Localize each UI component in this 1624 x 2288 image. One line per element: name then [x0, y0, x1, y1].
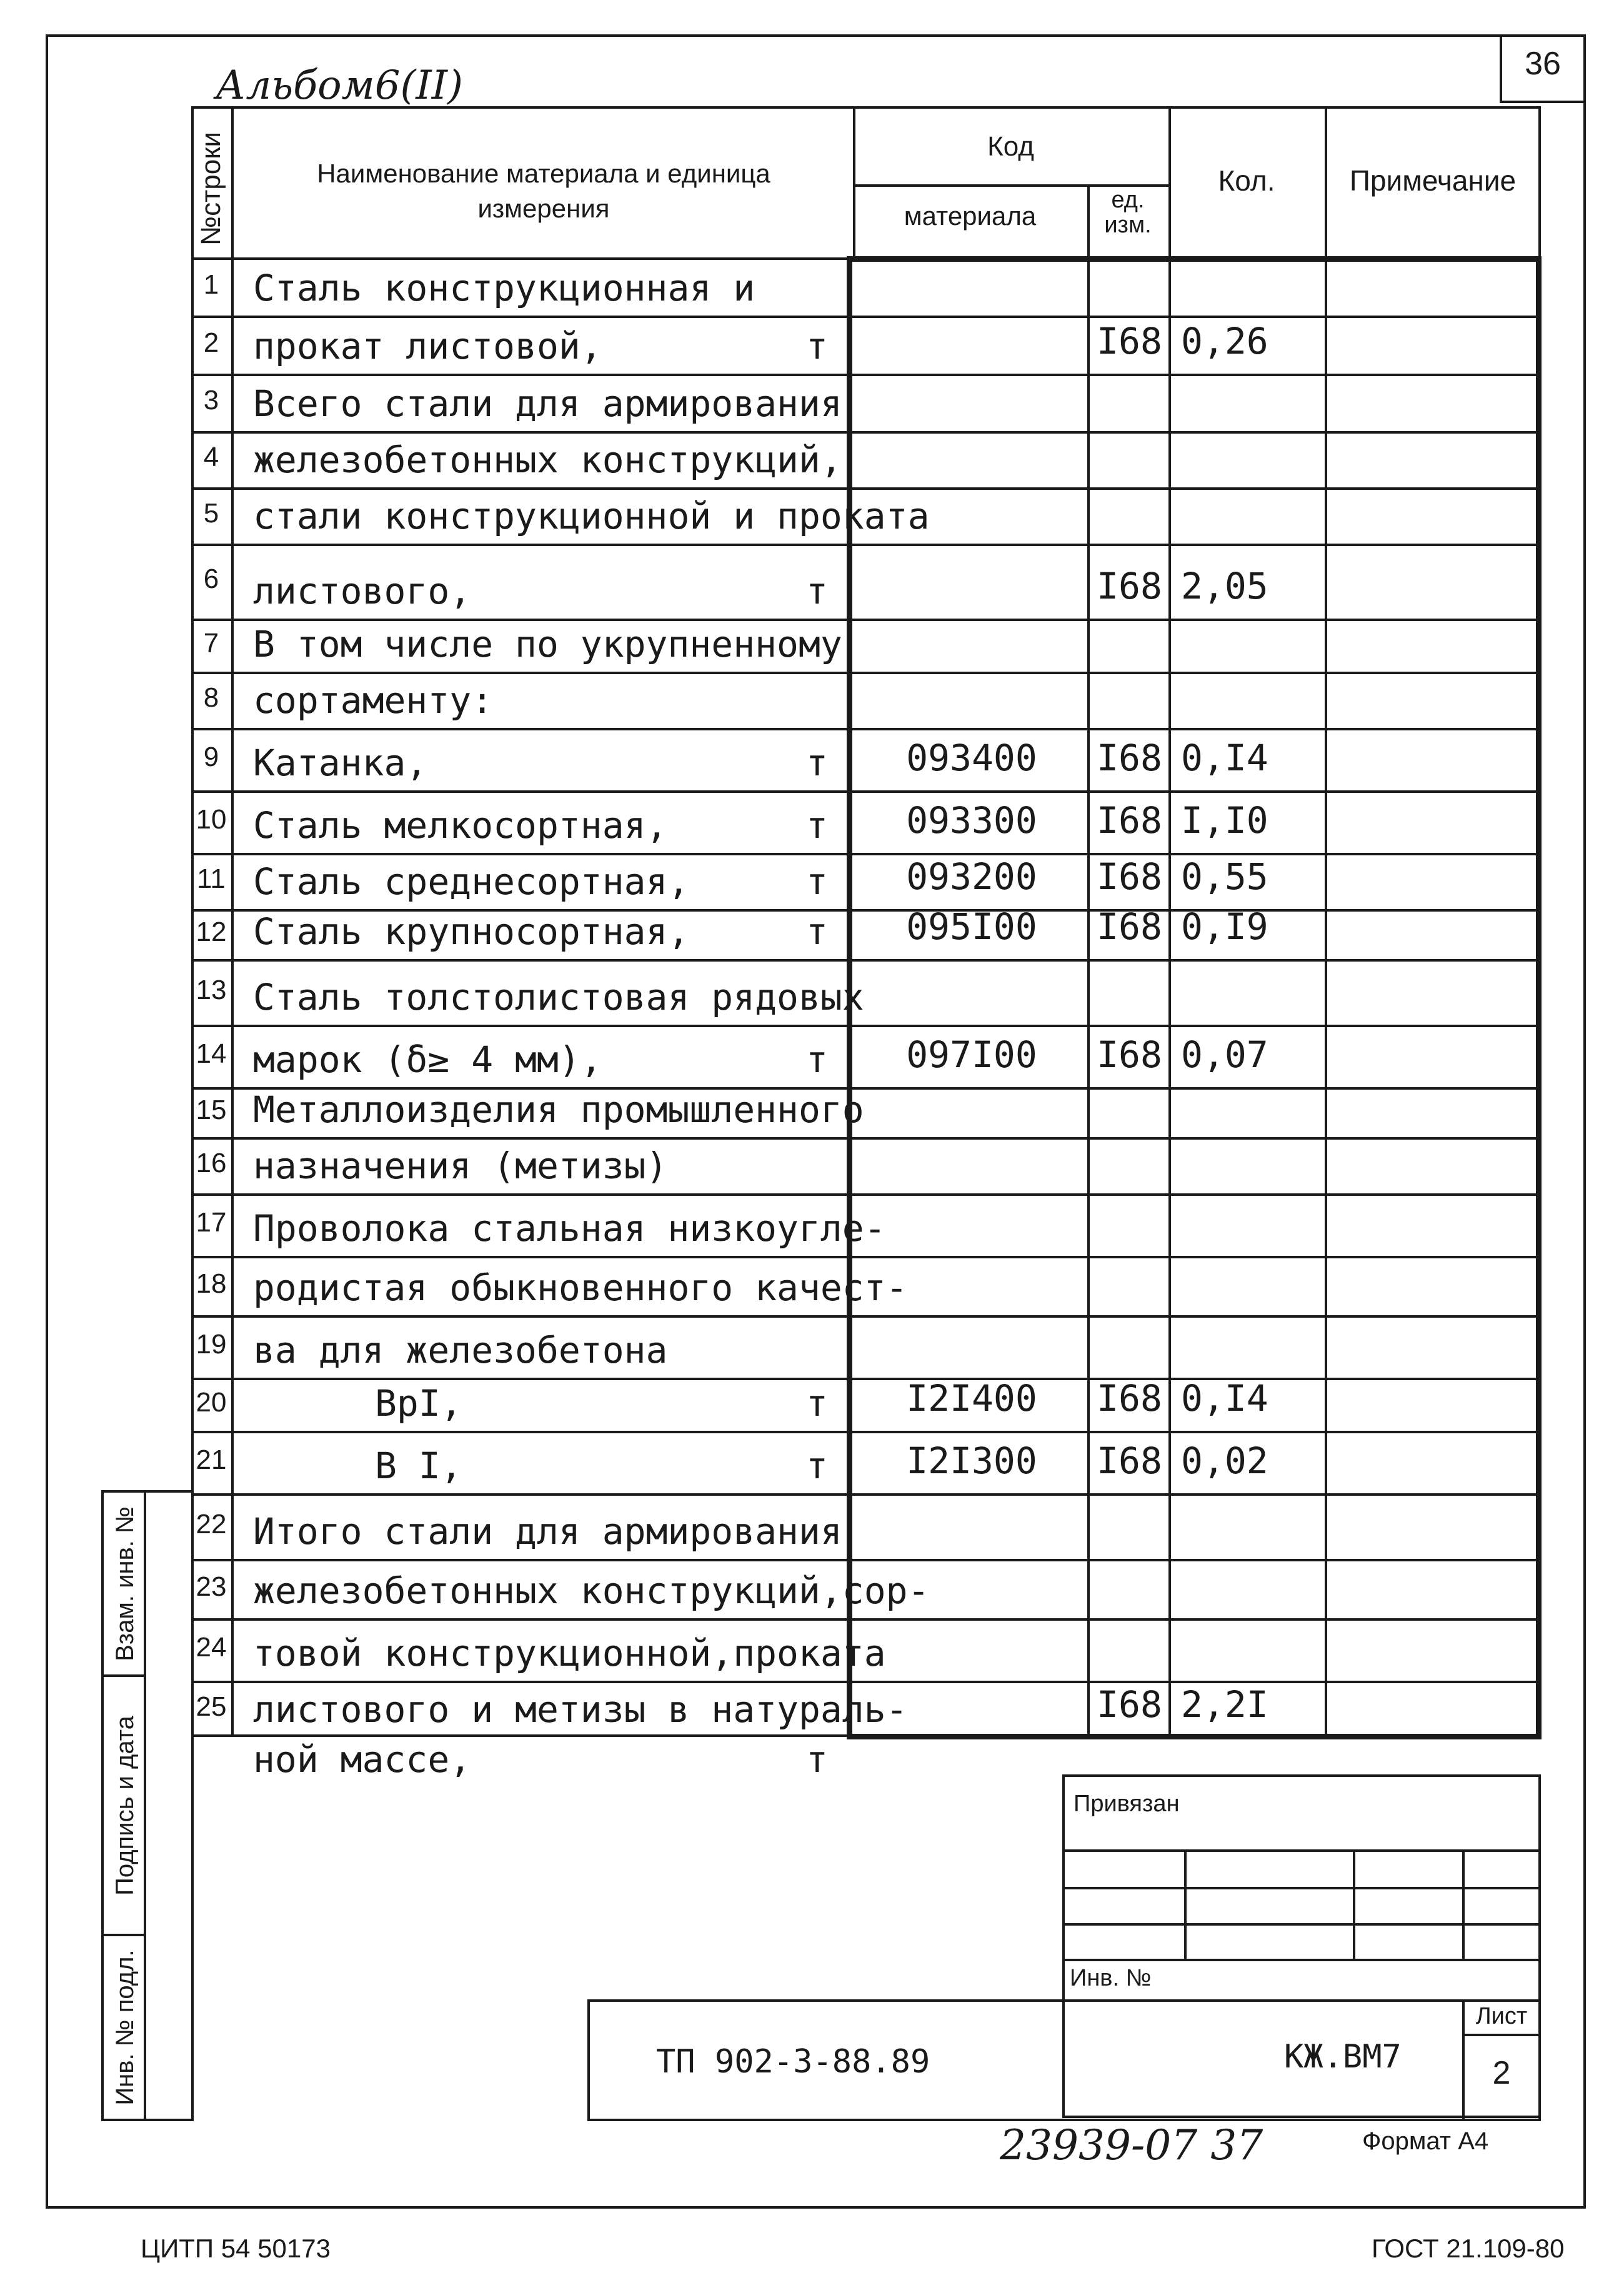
row-separator [191, 487, 1541, 490]
row-material-code: 093200 [906, 855, 1037, 898]
header-code: Код [987, 131, 1034, 162]
row-material-code: 097I00 [906, 1033, 1037, 1076]
row-description: Проволока стальная низкоугле- [253, 1207, 886, 1250]
album-label: Альбом6(II) [216, 62, 463, 109]
row-quantity: 2,2I [1181, 1683, 1268, 1726]
row-quantity: 0,26 [1181, 320, 1268, 362]
footer-left: ЦИТП 54 50173 [141, 2234, 331, 2263]
row-number: 20 [196, 1386, 227, 1418]
row-description: Сталь крупносортная, [253, 910, 690, 953]
row-number: 14 [196, 1038, 227, 1069]
row-number: 17 [196, 1207, 227, 1238]
row-quantity: I,I0 [1181, 799, 1268, 842]
row-unit-code: I68 [1097, 1377, 1162, 1420]
row-separator [191, 1193, 1541, 1196]
footer-right: ГОСТ 21.109-80 [1372, 2234, 1565, 2263]
stamp-line [1062, 1959, 1541, 1961]
data-thick-top [847, 256, 1542, 262]
stamp-col [1184, 1849, 1187, 1959]
stamp-list-value: 2 [1492, 2055, 1511, 2091]
row-separator [191, 672, 1541, 674]
row-unit: т [806, 1382, 828, 1425]
stamp-doc-mark: КЖ.ВМ7 [1284, 2038, 1402, 2076]
header-code-unit: ед. изм. [1104, 187, 1152, 238]
row-quantity: 0,07 [1181, 1033, 1268, 1076]
stamp-inv-no: Инв. № [1070, 1965, 1152, 1991]
row-unit-code: I68 [1097, 905, 1162, 948]
row-number: 15 [196, 1095, 227, 1125]
row-number: 22 [196, 1508, 227, 1539]
side-label-inv-podl: Инв. № подл. [111, 1949, 139, 2106]
after-table-unit: т [806, 1738, 828, 1781]
row-material-code: 093400 [906, 737, 1037, 779]
row-number: 5 [203, 498, 219, 529]
row-number: 24 [196, 1632, 227, 1663]
row-number: 16 [196, 1148, 227, 1178]
row-separator [191, 1681, 1541, 1683]
row-quantity: 0,55 [1181, 855, 1268, 898]
header-col-line [231, 106, 234, 1737]
row-separator [191, 544, 1541, 546]
stamp-col [1353, 1849, 1355, 1959]
data-thick-bottom [847, 1734, 1542, 1739]
row-separator [191, 1025, 1541, 1027]
stamp-doc-code: ТП 902-3-88.89 [656, 2043, 930, 2081]
row-description: стали конструкционной и проката [253, 495, 930, 537]
row-number: 13 [196, 974, 227, 1005]
row-description: прокат листовой, [253, 325, 602, 367]
row-unit-code: I68 [1097, 565, 1162, 607]
row-quantity: 0,I4 [1181, 737, 1268, 779]
row-description: Катанка, [253, 742, 428, 784]
row-material-code: I2I400 [906, 1377, 1037, 1420]
row-description: Сталь толстолистовая рядовых [253, 976, 864, 1018]
row-unit-code: I68 [1097, 855, 1162, 898]
header-row-num: №строки [196, 131, 226, 246]
row-unit: т [806, 1445, 828, 1487]
row-quantity: 2,05 [1181, 565, 1268, 607]
row-number: 3 [203, 385, 219, 415]
stamp-line [1062, 1923, 1541, 1926]
col-line-qty [1168, 257, 1171, 1737]
header-col-line [853, 106, 855, 259]
row-quantity: 0,I9 [1181, 905, 1268, 948]
row-material-code: 093300 [906, 799, 1037, 842]
row-separator [191, 959, 1541, 962]
row-description: Итого стали для армирования [253, 1510, 842, 1553]
col-line-ed [1087, 257, 1090, 1737]
row-unit-code: I68 [1097, 1033, 1162, 1076]
row-description: железобетонных конструкций,сор- [253, 1569, 930, 1612]
row-unit-code: I68 [1097, 1683, 1162, 1726]
row-separator [191, 374, 1541, 376]
row-separator [191, 1559, 1541, 1561]
after-table-text: ной массе, [253, 1738, 472, 1781]
row-material-code: 095I00 [906, 905, 1037, 948]
row-description: марок (δ≥ 4 мм), [253, 1038, 602, 1081]
side-label-vzam: Взам. инв. № [111, 1506, 139, 1661]
row-separator [191, 619, 1541, 621]
stamp-list-label: Лист [1475, 2003, 1528, 2029]
row-number: 18 [196, 1268, 227, 1299]
row-description: листового и метизы в натураль- [253, 1688, 908, 1731]
row-number: 21 [196, 1445, 227, 1475]
bottom-number: 23939-07 37 [1000, 2121, 1263, 2169]
row-description: родистая обыкновенного качест- [253, 1266, 908, 1309]
header-code-material: материала [904, 201, 1037, 231]
row-number: 25 [196, 1691, 227, 1722]
row-number: 2 [203, 327, 219, 358]
row-quantity: 0,02 [1181, 1440, 1268, 1482]
side-strip-inner [144, 1490, 146, 2121]
header-qty: Кол. [1218, 164, 1275, 197]
row-unit: т [806, 1038, 828, 1081]
row-description: B I, [375, 1445, 462, 1487]
row-unit-code: I68 [1097, 737, 1162, 779]
row-description: железобетонных конструкций, [253, 439, 842, 481]
page-number: 36 [1525, 46, 1561, 82]
row-separator [191, 1315, 1541, 1318]
row-number: 6 [203, 564, 219, 594]
row-description: Сталь конструкционная и [253, 267, 755, 309]
row-description: Металлоизделия промышленного [253, 1088, 864, 1131]
header-note: Примечание [1349, 164, 1517, 197]
row-quantity: 0,I4 [1181, 1377, 1268, 1420]
row-separator [191, 1256, 1541, 1258]
row-description: Всего стали для армирования [253, 382, 842, 425]
row-number: 10 [196, 804, 227, 835]
header-col-line [1087, 184, 1090, 259]
row-number: 4 [203, 442, 219, 472]
row-separator [191, 431, 1541, 434]
row-unit-code: I68 [1097, 320, 1162, 362]
stamp-line [1062, 1887, 1541, 1889]
row-unit: т [806, 742, 828, 784]
row-description: листового, [253, 570, 472, 612]
side-label-podpis: Подпись и дата [111, 1716, 139, 1896]
row-number: 19 [196, 1329, 227, 1360]
row-separator [191, 790, 1541, 793]
row-number: 8 [203, 682, 219, 713]
stamp-line [1062, 1849, 1541, 1852]
row-description: BpI, [375, 1382, 462, 1425]
row-description: назначения (метизы) [253, 1145, 668, 1187]
row-separator [191, 1431, 1541, 1433]
format-label: Формат А4 [1362, 2127, 1489, 2155]
stamp-privyazan: Привязан [1074, 1791, 1180, 1817]
row-description: сортаменту: [253, 679, 494, 722]
row-number: 7 [203, 627, 219, 659]
row-description: Сталь среднесортная, [253, 860, 690, 903]
row-number: 11 [197, 863, 226, 894]
row-number: 23 [196, 1571, 227, 1602]
row-unit: т [806, 804, 828, 847]
row-separator [191, 1137, 1541, 1140]
row-unit-code: I68 [1097, 799, 1162, 842]
row-description: Сталь мелкосортная, [253, 804, 668, 847]
row-description: товой конструкционной,проката [253, 1632, 886, 1674]
row-separator [191, 1493, 1541, 1496]
row-unit: т [806, 325, 828, 367]
header-name: Наименование материала и единица измерения [317, 159, 770, 223]
row-number: 12 [196, 917, 227, 947]
row-material-code: I2I300 [906, 1440, 1037, 1482]
row-unit-code: I68 [1097, 1440, 1162, 1482]
row-separator [191, 1618, 1541, 1621]
row-separator [191, 728, 1541, 730]
data-thick-right [1536, 256, 1542, 1739]
row-description: ва для железобетона [253, 1329, 668, 1371]
row-number: 9 [203, 742, 219, 772]
stamp-col [1462, 1849, 1465, 1959]
row-unit: т [806, 860, 828, 903]
row-number: 1 [203, 269, 219, 300]
row-separator [191, 316, 1541, 318]
title-block-list-line [1462, 2034, 1541, 2036]
col-line-note [1325, 257, 1327, 1737]
row-description: В том числе по укрупненному [253, 623, 842, 665]
row-unit: т [806, 570, 828, 612]
row-unit: т [806, 910, 828, 953]
